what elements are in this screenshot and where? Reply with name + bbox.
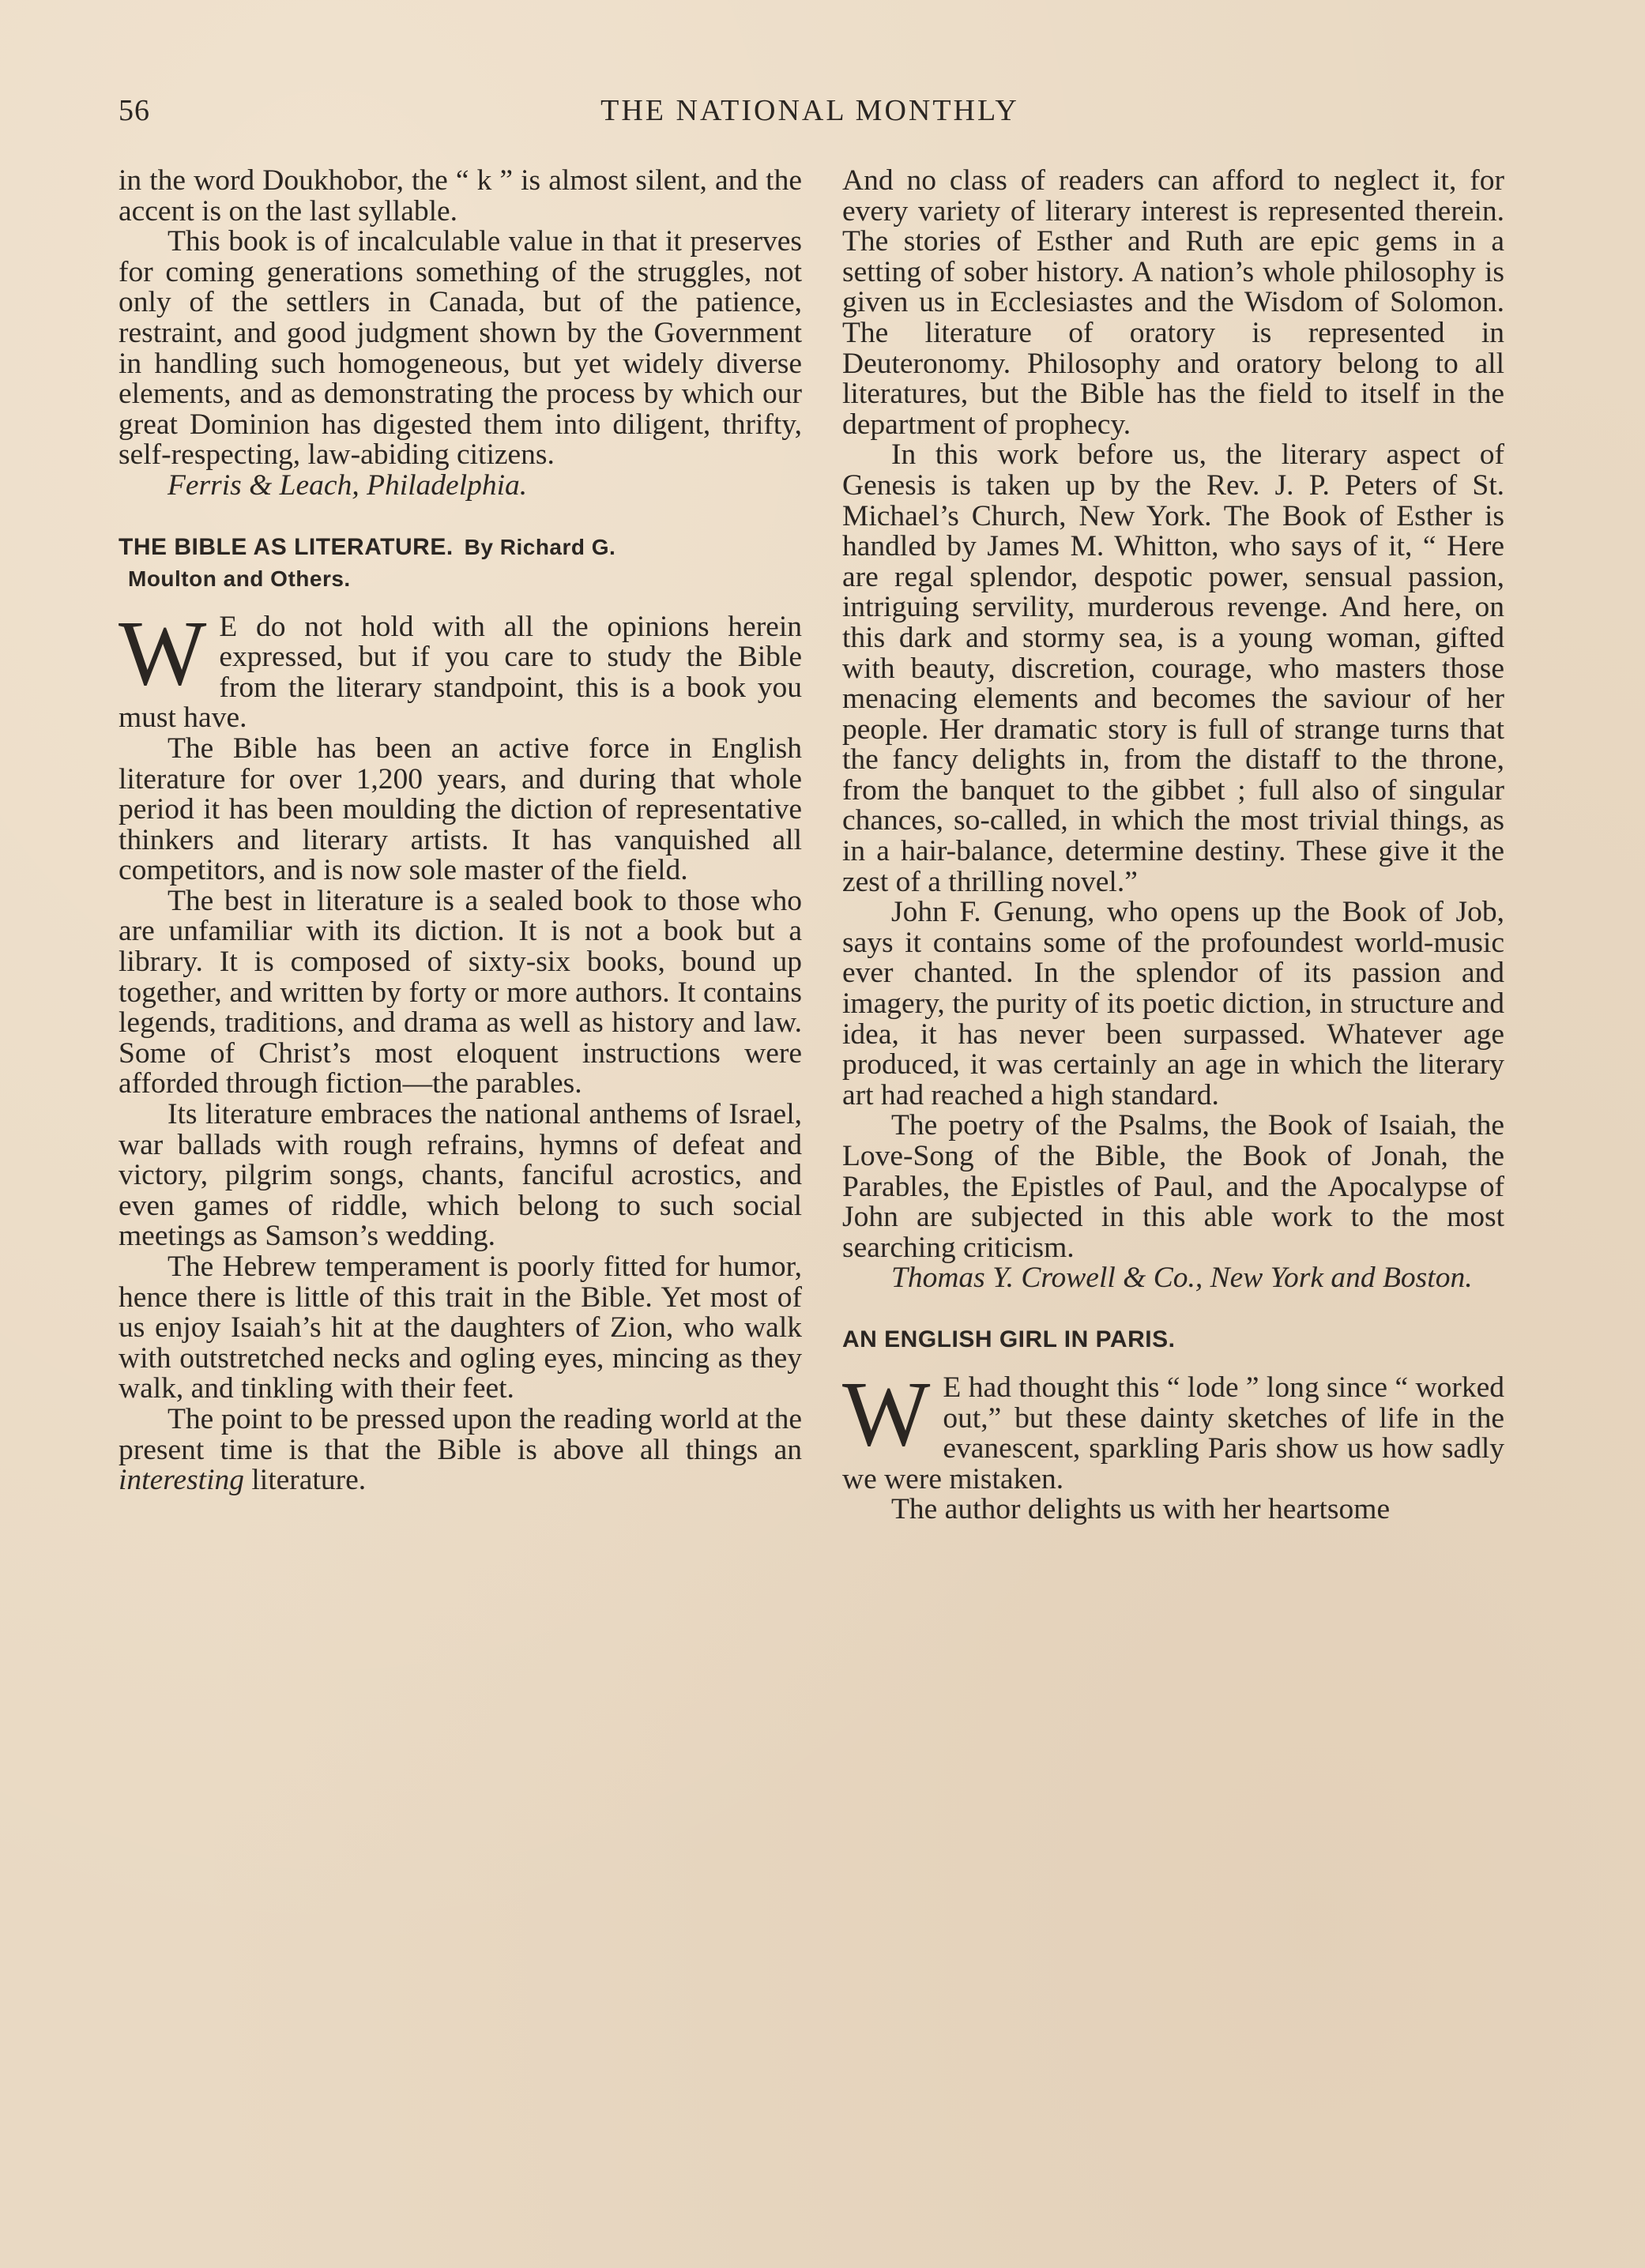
right-column <box>842 166 1504 1525</box>
paragraph-job: John F. Genung, who opens up the Book of Job, says it contains some of the profoundest world-music ever chanted. In the splendor of its passion and imagery, the purity of its poetic diction, in structure and idea, it has never been surpassed. Whatever age produced, it was certainly an age in which the literary art had reached a high standard. <box>842 896 1504 1111</box>
review-byline-continued: Moulton and Others. <box>128 566 351 591</box>
opening-text-2: E had thought this “ lode ” long since “ worked out,” but these dainty sketches of life in the evanescent, sparkling Paris show us how sadly we were mistaken. <box>842 1371 1504 1495</box>
review-byline: By Richard G. <box>464 534 616 559</box>
paragraph-author: The author delights us with her heartsome <box>891 1493 1391 1526</box>
drop-cap-2: W <box>842 1361 931 1465</box>
running-head <box>119 93 1501 141</box>
paragraph-humor: The Hebrew temperament is poorly fitted for humor, hence there is little of this trait in the Bible. Yet most of us enjoy Isaiah’s hit at the daughters of Zion, who walk with outstretched necks and ogling eyes, mincing as they walk, and tinkling with their feet. <box>119 1251 802 1405</box>
paragraph-sealed-book: The best in literature is a sealed book to those who are unfamiliar with its diction. It is not a book but a library. It is composed of sixty-six books, bound up together, and written by forty or more authors. It contains legends, traditions, and drama as well as history and law. Some of Christ’s most eloquent instructions were afforded through fiction—the parables. <box>119 884 802 1100</box>
continued-paragraph: in the word Doukhobor, the “ k ” is almost silent, and the accent is on the last syllable. <box>119 164 802 228</box>
point-text-after: literature. <box>244 1464 367 1497</box>
page-number: 56 <box>119 94 150 127</box>
opening-paragraph <box>119 600 802 735</box>
paragraph-genesis: In this work before us, the literary aspect of Genesis is taken up by the Rev. J. P. Peters of St. Michael’s Church, New York. The Book of Esther is handled by James M. Whitton, who says of it, “ Here are regal splendor, despotic power, sensual passion, intriguing servility, murderous revenge. And here, on this dark and stormy sea, is a young woman, gifted with beauty, discretion, courage, who masters those menacing elements and becomes the saviour of her people. Her dramatic story is full of strange turns that the fancy delights in, from the distaff to the throne, from the banquet to the gibbet ; full also of singular chances, so-called, in which the most trivial things, as in a hair-balance, determine destiny. These give it the zest of a thrilling novel.” <box>842 438 1504 898</box>
paragraph-point <box>119 1402 802 1497</box>
paragraph-classes: And no class of readers can afford to neglect it, for every variety of literary interest is represented therein. The stories of Esther and Ruth are epic gems in a setting of sober history. A nation’s whole philosophy is given us in Ecclesiastes and the Wisdom of Solomon. The literature of oratory is represented in Deuteronomy. Philosophy and oratory belong to all literatures, but the Bible has the field to itself in the department of prophecy. <box>842 164 1504 441</box>
opening-paragraph-2 <box>842 1361 1504 1495</box>
journal-title: THE NATIONAL MONTHLY <box>600 94 1019 127</box>
left-column <box>119 166 802 1496</box>
review-title-2: AN ENGLISH GIRL IN PARIS. <box>842 1326 1176 1352</box>
paragraph-literature: Its literature embraces the national anthems of Israel, war ballads with rough refrains, hymns of defeat and victory, pilgrim songs, chants, fanciful acrostics, and even games of riddle, which belong to such social meetings as Samson’s wedding. <box>119 1098 802 1253</box>
publisher-imprint-2: Thomas Y. Crowell & Co., New York and Boston. <box>891 1262 1473 1295</box>
point-emphasis: interesting <box>119 1464 245 1497</box>
opening-text: E do not hold with all the opinions herein expressed, but if you care to study the Bible from the literary standpoint, this is a book you must have. <box>119 610 802 735</box>
review-title: THE BIBLE AS LITERATURE. <box>119 533 454 560</box>
point-text-before: The point to be pressed upon the reading world at the present time is that the Bible is above all things an <box>119 1402 802 1466</box>
paragraph-value: This book is of incalculable value in that it preserves for coming generations something of the struggles, not only of the settlers in Canada, but of the patience, restraint, and good judgment shown by the Government in handling such homogeneous, but yet widely diverse elements, and as demonstrating the process by which our great Dominion has digested them into diligent, thrifty, self-respecting, law-abiding citizens. <box>119 225 802 472</box>
review-heading-paris <box>842 1324 1504 1356</box>
paragraph-psalms: The poetry of the Psalms, the Book of Isaiah, the Love-Song of the Bible, the Book of Jonah, the Parables, the Epistles of Paul, and the Apocalypse of John are subjected in this able work to the most searching criticism. <box>842 1109 1504 1264</box>
drop-cap: W <box>119 600 207 705</box>
review-heading-bible <box>119 532 802 595</box>
publisher-imprint: Ferris & Leach, Philadelphia. <box>168 468 528 502</box>
paragraph-active-force: The Bible has been an active force in English literature for over 1,200 years, and during that whole period it has been moulding the diction of representative thinkers and literary artists. It has vanquished all competitors, and is now sole master of the field. <box>119 732 802 887</box>
